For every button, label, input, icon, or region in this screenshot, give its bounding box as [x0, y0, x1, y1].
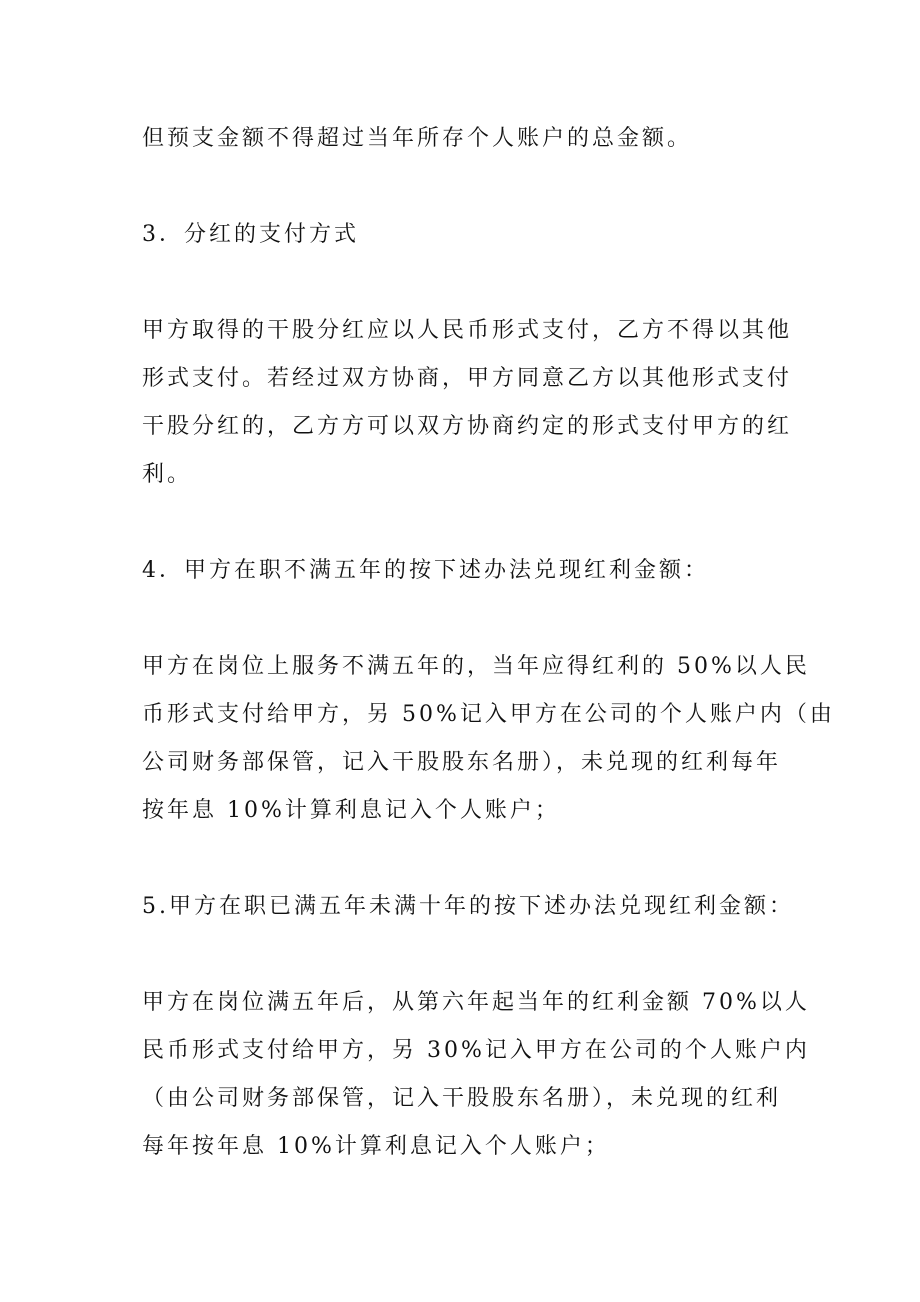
text-line: 公司财务部保管，记入干股股东名册），未兑现的红利每年: [142, 750, 782, 775]
text-line: 干股分红的，乙方方可以双方协商约定的形式支付甲方的红: [142, 414, 793, 439]
text-line: 币形式支付给甲方，另 50%记入甲方在公司的个人账户内（由: [142, 702, 835, 727]
text-line: 甲方取得的干股分红应以人民币形式支付，乙方不得以其他: [142, 318, 793, 343]
text-line: 4．甲方在职不满五年的按下述办法兑现红利金额：: [142, 558, 709, 583]
heading-under-five-years: [142, 547, 798, 595]
paragraph-advance-limit: [142, 115, 798, 163]
text-line: 5.甲方在职已满五年未满十年的按下述办法兑现红利金额：: [142, 894, 794, 919]
text-line: （由公司财务部保管，记入干股股东名册），未兑现的红利: [142, 1086, 782, 1111]
text-line: 按年息 10%计算利息记入个人账户；: [142, 798, 560, 823]
text-line: 但预支金额不得超过当年所存个人账户的总金额。: [142, 126, 693, 151]
paragraph-payment-method: [142, 307, 798, 499]
paragraph-five-to-ten-years: [142, 979, 810, 1171]
text-line: 民币形式支付给甲方，另 30%记入甲方在公司的个人账户内: [142, 1038, 810, 1063]
text-line: 利。: [142, 462, 193, 487]
text-line: 每年按年息 10%计算利息记入个人账户；: [142, 1134, 610, 1159]
text-line: 甲方在岗位满五年后，从第六年起当年的红利金额 70%以人: [142, 990, 810, 1015]
paragraph-under-five-years: [142, 643, 835, 835]
heading-payment-method: [142, 211, 798, 259]
text-line: 甲方在岗位上服务不满五年的，当年应得红利的 50%以人民: [142, 654, 810, 679]
text-line: 3．分红的支付方式: [142, 222, 359, 247]
heading-five-to-ten-years: [142, 883, 798, 931]
text-line: 形式支付。若经过双方协商，甲方同意乙方以其他形式支付: [142, 366, 793, 391]
